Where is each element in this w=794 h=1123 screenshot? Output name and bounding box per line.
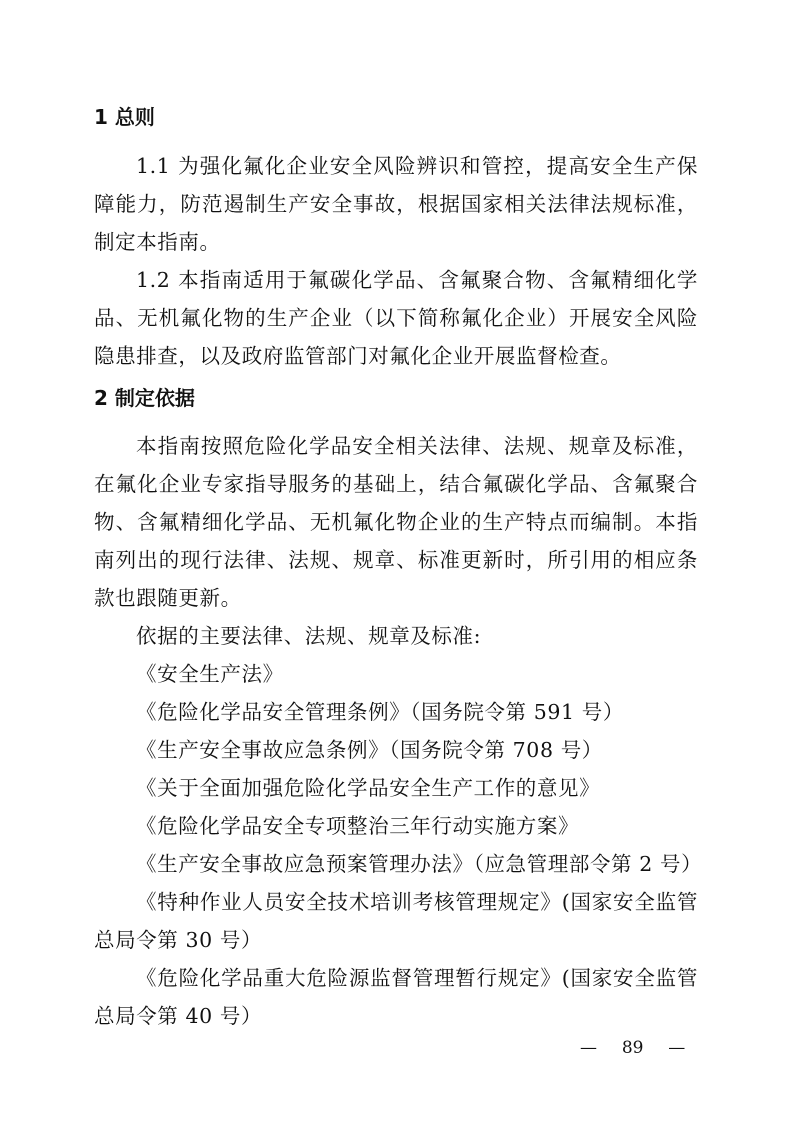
list-item: 《生产安全事故应急预案管理办法》（应急管理部令第 2 号）: [136, 852, 703, 876]
paragraph-basis: 本指南按照危险化学品安全相关法律、法规、规章及标准，在氟化企业专家指导服务的基础上，结合氟碳化学品、含氟聚合物、含氟精细化学品、无机氟化物企业的生产特点而编制。本指南列出的现行法律、法规、规章、标准更新时，所引用的相应条款也跟随更新。: [94, 434, 698, 610]
footer-dash-right: —: [668, 1038, 686, 1058]
page-number: 89: [621, 1038, 644, 1058]
list-item: 《关于全面加强危险化学品安全生产工作的意见》: [136, 776, 601, 800]
page-footer: [580, 1036, 686, 1060]
paragraph-1-1: 1.1 为强化氟化企业安全风险辨识和管控，提高安全生产保障能力，防范遏制生产安全事故，根据国家相关法律法规标准，制定本指南。: [94, 154, 698, 254]
section-heading-general: 1 总则: [94, 105, 155, 129]
section-heading-basis: 2 制定依据: [94, 386, 195, 410]
list-item: 《危险化学品安全管理条例》（国务院令第 591 号）: [136, 700, 625, 724]
list-item: 《特种作业人员安全技术培训考核管理规定》(国家安全监管总局令第 30 号）: [94, 890, 698, 952]
list-item: 《生产安全事故应急条例》（国务院令第 708 号）: [136, 738, 603, 762]
list-item: 《危险化学品安全专项整治三年行动实施方案》: [136, 814, 580, 838]
paragraph-1-2: 1.2 本指南适用于氟碳化学品、含氟聚合物、含氟精细化学品、无机氟化物的生产企业（以下简称氟化企业）开展安全风险隐患排查，以及政府监管部门对氟化企业开展监督检查。: [94, 268, 698, 368]
list-item: 《危险化学品重大危险源监督管理暂行规定》(国家安全监管总局令第 40 号）: [94, 966, 698, 1028]
list-intro: 依据的主要法律、法规、规章及标准:: [136, 624, 482, 648]
footer-dash-left: —: [580, 1038, 597, 1058]
list-item: 《安全生产法》: [136, 662, 284, 686]
